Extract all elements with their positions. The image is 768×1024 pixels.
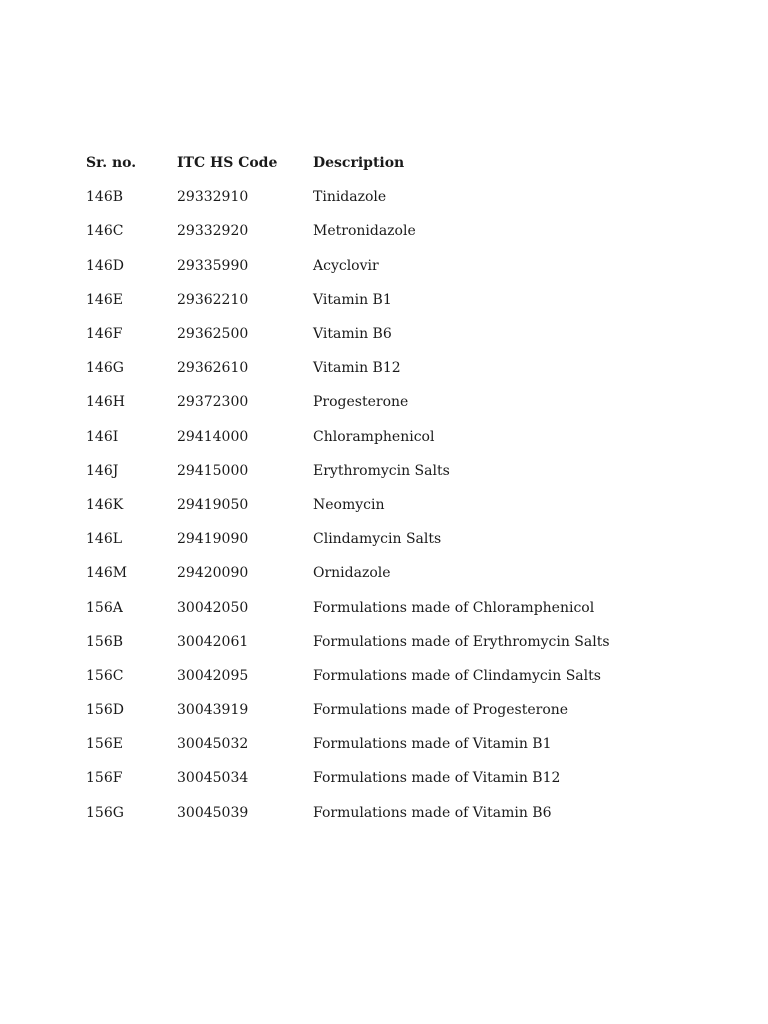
table-body <box>86 180 733 830</box>
cell-sr-no: 146F <box>86 326 123 343</box>
cell-itc-hs-code: 29415000 <box>177 462 249 479</box>
cell-sr-no: 156D <box>86 702 124 719</box>
cell-description: Chloramphenicol <box>313 428 435 445</box>
cell-description: Formulations made of Erythromycin Salts <box>313 633 610 650</box>
cell-itc-hs-code: 30045032 <box>177 736 249 753</box>
table-row <box>86 214 733 248</box>
cell-description: Clindamycin Salts <box>313 531 442 548</box>
cell-description: Formulations made of Vitamin B12 <box>313 770 561 787</box>
cell-sr-no: 146B <box>86 189 124 206</box>
cell-itc-hs-code: 29332910 <box>177 189 249 206</box>
table-header-row <box>86 146 733 180</box>
cell-sr-no: 146D <box>86 257 124 274</box>
header-description: Description <box>313 155 405 172</box>
cell-sr-no: 156E <box>86 736 123 753</box>
cell-sr-no: 156B <box>86 633 124 650</box>
cell-sr-no: 156C <box>86 667 124 684</box>
cell-sr-no: 146G <box>86 360 124 377</box>
cell-sr-no: 146H <box>86 394 125 411</box>
cell-sr-no: 146E <box>86 291 123 308</box>
cell-itc-hs-code: 30042061 <box>177 633 249 650</box>
cell-sr-no: 156A <box>86 599 123 616</box>
cell-description: Formulations made of Progesterone <box>313 702 569 719</box>
cell-itc-hs-code: 29335990 <box>177 257 249 274</box>
cell-description: Acyclovir <box>313 257 379 274</box>
cell-itc-hs-code: 29332920 <box>177 223 249 240</box>
cell-sr-no: 146M <box>86 565 128 582</box>
cell-sr-no: 156F <box>86 770 123 787</box>
cell-itc-hs-code: 29362610 <box>177 360 249 377</box>
table-row <box>86 385 733 419</box>
table-row <box>86 454 733 488</box>
cell-description: Vitamin B1 <box>313 291 392 308</box>
cell-itc-hs-code: 30042095 <box>177 667 249 684</box>
table-row <box>86 488 733 522</box>
table-row <box>86 796 733 830</box>
table-row <box>86 180 733 214</box>
cell-itc-hs-code: 29362500 <box>177 326 249 343</box>
table-row <box>86 556 733 590</box>
cell-itc-hs-code: 30042050 <box>177 599 249 616</box>
cell-sr-no: 146J <box>86 462 119 479</box>
cell-sr-no: 146K <box>86 496 124 513</box>
cell-sr-no: 146L <box>86 531 123 548</box>
table-row <box>86 283 733 317</box>
cell-sr-no: 146I <box>86 428 119 445</box>
cell-description: Progesterone <box>313 394 409 411</box>
table-row <box>86 317 733 351</box>
cell-itc-hs-code: 30045039 <box>177 804 249 821</box>
table-row <box>86 761 733 795</box>
cell-description: Formulations made of Clindamycin Salts <box>313 667 601 684</box>
cell-description: Formulations made of Vitamin B6 <box>313 804 552 821</box>
cell-itc-hs-code: 30045034 <box>177 770 249 787</box>
cell-itc-hs-code: 30043919 <box>177 702 249 719</box>
cell-itc-hs-code: 29362210 <box>177 291 249 308</box>
cell-itc-hs-code: 29419050 <box>177 496 249 513</box>
cell-description: Vitamin B6 <box>313 326 392 343</box>
cell-itc-hs-code: 29419090 <box>177 531 249 548</box>
cell-itc-hs-code: 29414000 <box>177 428 249 445</box>
table-row <box>86 727 733 761</box>
itc-hs-code-table <box>86 146 733 830</box>
cell-description: Vitamin B12 <box>313 360 401 377</box>
table-row <box>86 590 733 624</box>
table-row <box>86 351 733 385</box>
cell-itc-hs-code: 29420090 <box>177 565 249 582</box>
table-row <box>86 249 733 283</box>
cell-description: Erythromycin Salts <box>313 462 450 479</box>
cell-description: Ornidazole <box>313 565 391 582</box>
cell-itc-hs-code: 29372300 <box>177 394 249 411</box>
table-row <box>86 693 733 727</box>
cell-description: Metronidazole <box>313 223 416 240</box>
cell-sr-no: 146C <box>86 223 124 240</box>
table-row <box>86 420 733 454</box>
cell-sr-no: 156G <box>86 804 124 821</box>
table-row <box>86 625 733 659</box>
cell-description: Neomycin <box>313 496 385 513</box>
header-itc-hs-code: ITC HS Code <box>177 155 278 172</box>
header-sr-no: Sr. no. <box>86 155 137 172</box>
cell-description: Tinidazole <box>313 189 387 206</box>
table-row <box>86 659 733 693</box>
cell-description: Formulations made of Vitamin B1 <box>313 736 552 753</box>
table-row <box>86 522 733 556</box>
cell-description: Formulations made of Chloramphenicol <box>313 599 595 616</box>
